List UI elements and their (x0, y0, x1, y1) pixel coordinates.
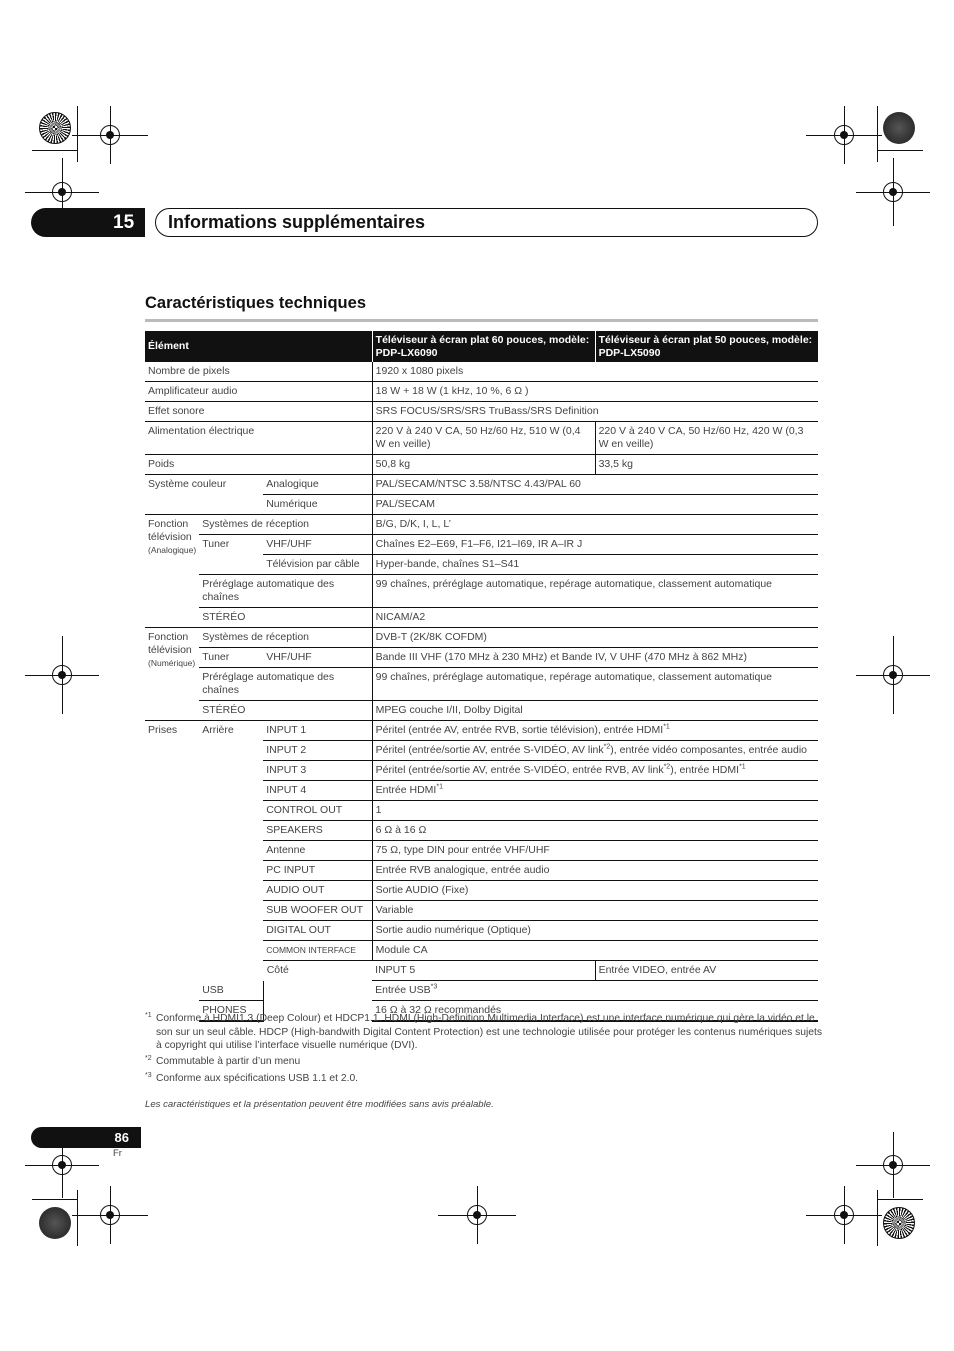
table-row: Préréglage automatique des chaînes 99 chaînes, préréglage automatique, repérage automatique, classement automatique (145, 668, 818, 701)
table-row: Alimentation électrique 220 V à 240 V CA, 50 Hz/60 Hz, 510 W (0,4 W en veille) 220 V à 240 V CA, 50 Hz/60 Hz, 420 W (0,3 W en veille) (145, 422, 818, 455)
table-row: Numérique PAL/SECAM (145, 495, 818, 515)
spec-table (145, 331, 818, 1022)
registration-disk-top-right (883, 112, 915, 144)
registration-disk-bottom-right (883, 1207, 915, 1239)
table-row: STÉRÉO NICAM/A2 (145, 608, 818, 628)
trim-line (877, 106, 878, 162)
chapter-number: 15 (31, 208, 145, 237)
footnote: *1 Conforme à HDMI1.3 (Deep Colour) et HDCP1.1. HDMI (High-Definition Multimedia Interface) est une interface numérique qui gère la vidéo et le son sur un seul câble. HDCP (High-bandwith Digital Content Protection) est une technologie utilisée pour protéger les contenus numériques sujets à copyright qui utilise l’interface visuelle numérique (DVI). (145, 1012, 823, 1051)
table-row: Amplificateur audio 18 W + 18 W (1 kHz, 10 %, 6 Ω ) (145, 382, 818, 402)
trim-line (77, 106, 78, 162)
table-row: INPUT 2 Péritel (entrée/sortie AV, entrée S-VIDÉO, AV link$^{*2}$), entrée vidéo composantes, entrée audio (145, 741, 818, 761)
chapter-title: Informations supplémentaires (168, 212, 426, 232)
table-row: USB Entrée USB$^{*3}$ (145, 981, 818, 1001)
crosshair-mark (438, 1186, 516, 1244)
trim-line (32, 1199, 78, 1200)
registration-disk-top-left (39, 112, 71, 144)
table-row: STÉRÉO MPEG couche I/II, Dolby Digital (145, 701, 818, 721)
footnote: *3 Conforme aux spécifications USB 1.1 et 2.0. (145, 1072, 359, 1084)
language-code: Fr (113, 1148, 122, 1159)
table-row: Poids 50,8 kg 33,5 kg (145, 455, 818, 475)
table-row: SPEAKERS 6 Ω à 16 Ω (145, 821, 818, 841)
section-title: Caractéristiques techniques (145, 294, 366, 312)
registration-disk-bottom-left (39, 1207, 71, 1239)
table-row: DIGITAL OUT Sortie audio numérique (Optique) (145, 921, 818, 941)
table-row: INPUT 3 Péritel (entrée/sortie AV, entrée S-VIDÉO, entrée RVB, AV link$^{*2}$), entrée HDMI$^{*1}$ (145, 761, 818, 781)
tv-analog-label: Fonction télévision (Analogique) (145, 515, 199, 628)
disclaimer-note: Les caractéristiques et la présentation peuvent être modifiées sans avis préalable. (145, 1099, 494, 1110)
trim-line (877, 1199, 923, 1200)
header-model-60: Téléviseur à écran plat 60 pouces, modèle: PDP-LX6090 (372, 331, 595, 362)
trim-line (877, 150, 923, 151)
crosshair-mark (856, 636, 930, 714)
header-item: Élément (145, 331, 372, 362)
table-row: Prises Arrière INPUT 1 Péritel (entrée AV, entrée RVB, sortie télévision), entrée HDMI$^{*1}$ (145, 721, 818, 741)
footnote: *2 Commutable à partir d’un menu (145, 1055, 301, 1067)
table-row: Préréglage automatique des chaînes 99 chaînes, préréglage automatique, repérage automatique, classement automatique (145, 575, 818, 608)
page-number: 86 (31, 1127, 141, 1148)
crosshair-mark (25, 636, 99, 714)
table-row: Côté INPUT 5 Entrée VIDEO, entrée AV (145, 961, 818, 981)
table-row: AUDIO OUT Sortie AUDIO (Fixe) (145, 881, 818, 901)
table-row: Fonction télévision (Analogique) Systèmes de réception B/G, D/K, I, L, L’ (145, 515, 818, 535)
table-row: Télévision par câble Hyper-bande, chaînes S1–S41 (145, 555, 818, 575)
tv-digital-label: Fonction télévision (Numérique) (145, 628, 199, 721)
section-rule (145, 319, 818, 322)
table-row: PHONES 16 Ω à 32 Ω recommandés (145, 1001, 818, 1022)
table-row: Fonction télévision (Numérique) Systèmes de réception DVB-T (2K/8K COFDM) (145, 628, 818, 648)
table-row: Nombre de pixels 1920 x 1080 pixels (145, 362, 818, 382)
table-row: PC INPUT Entrée RVB analogique, entrée audio (145, 861, 818, 881)
table-row: SUB WOOFER OUT Variable (145, 901, 818, 921)
table-row: INPUT 4 Entrée HDMI$^{*1}$ (145, 781, 818, 801)
header-model-50: Téléviseur à écran plat 50 pouces, modèle: PDP-LX5090 (595, 331, 818, 362)
crosshair-mark (72, 106, 148, 164)
crosshair-mark (806, 1186, 882, 1244)
table-row: Système couleur Analogique PAL/SECAM/NTSC 3.58/NTSC 4.43/PAL 60 (145, 475, 818, 495)
table-row: Tuner VHF/UHF Chaînes E2–E69, F1–F6, I21–I69, IR A–IR J (145, 535, 818, 555)
table-row: CONTROL OUT 1 (145, 801, 818, 821)
table-row: Tuner VHF/UHF Bande III VHF (170 MHz à 230 MHz) et Bande IV, V UHF (470 MHz à 862 MHz) (145, 648, 818, 668)
table-row: Effet sonore SRS FOCUS/SRS/SRS TruBass/SRS Definition (145, 402, 818, 422)
crosshair-mark (856, 158, 930, 226)
trim-line (32, 150, 78, 151)
table-header-row (145, 331, 818, 362)
table-row: COMMON INTERFACE Module CA (145, 941, 818, 961)
table-row: Antenne 75 Ω, type DIN pour entrée VHF/UHF (145, 841, 818, 861)
crosshair-mark (72, 1186, 148, 1244)
crosshair-mark (806, 106, 882, 164)
